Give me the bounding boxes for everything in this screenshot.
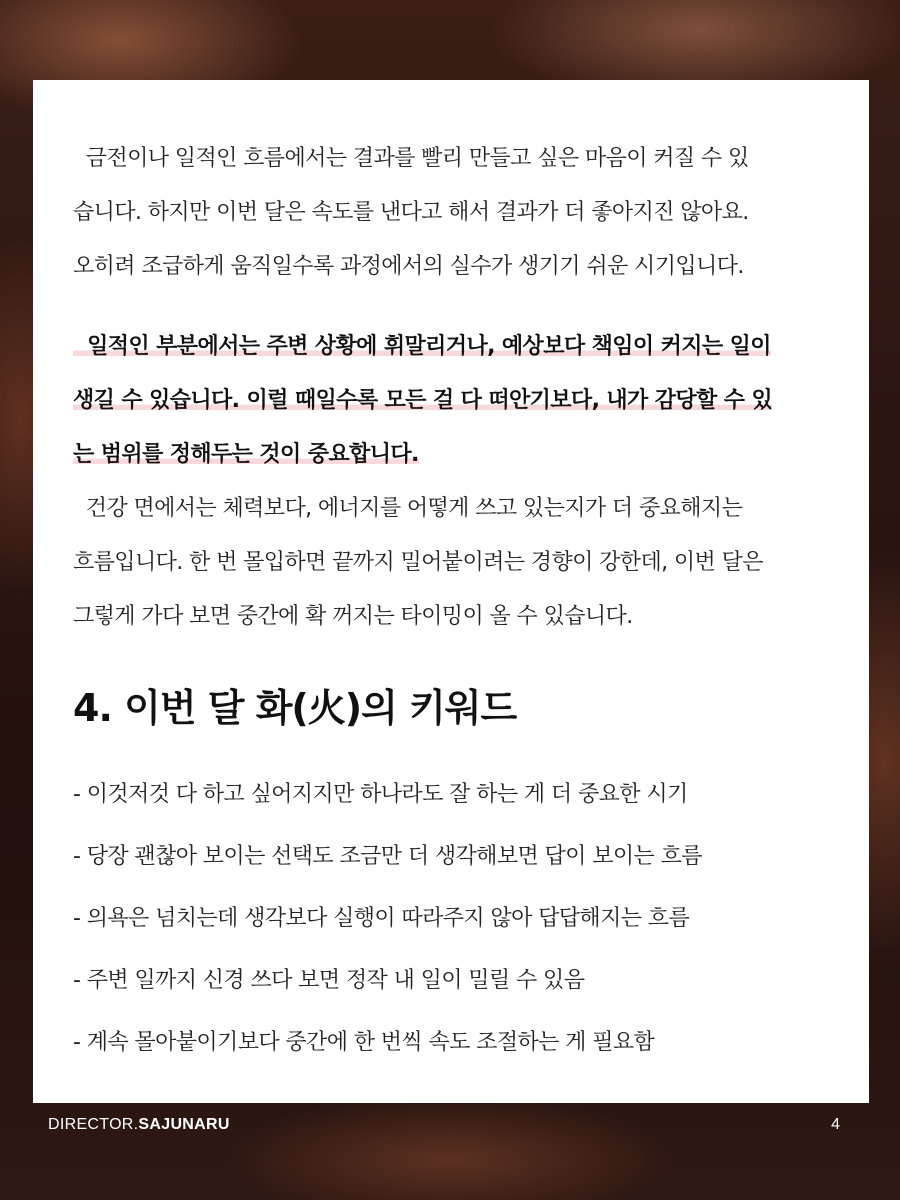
page-card bbox=[33, 80, 869, 1103]
brand-name: SAJUNARU bbox=[138, 1116, 230, 1133]
text-line: 흐름입니다. 한 번 몰입하면 끝까지 밀어붙이려는 경향이 강한데, 이번 달은 bbox=[73, 550, 763, 575]
footer-brand bbox=[48, 1116, 230, 1134]
highlight-line: 는 범위를 정해두는 것이 중요합니다. bbox=[73, 442, 419, 467]
text-line: 그렇게 가다 보면 중간에 확 꺼지는 타이밍이 올 수 있습니다. bbox=[73, 604, 633, 629]
text-line: 금전이나 일적인 흐름에서는 결과를 빨리 만들고 싶은 마음이 커질 수 있 bbox=[73, 146, 749, 171]
highlight-line: 생길 수 있습니다. 이럴 때일수록 모든 걸 다 떠안기보다, 내가 감당할 수 있 bbox=[73, 388, 773, 413]
keyword-list bbox=[73, 764, 825, 1074]
keyword-item: - 이것저것 다 하고 싶어지지만 하나라도 잘 하는 게 더 중요한 시기 bbox=[73, 782, 688, 807]
paragraph-health bbox=[73, 482, 825, 644]
keyword-item: - 의욕은 넘치는데 생각보다 실행이 따라주지 않아 답답해지는 흐름 bbox=[73, 906, 690, 931]
keyword-item: - 계속 몰아붙이기보다 중간에 한 번씩 속도 조절하는 게 필요함 bbox=[73, 1030, 655, 1055]
text-line: 습니다. 하지만 이번 달은 속도를 낸다고 해서 결과가 더 좋아지진 않아요. bbox=[73, 200, 749, 225]
section-title: 4. 이번 달 화(火)의 키워드 bbox=[73, 686, 517, 730]
keyword-item: - 주변 일까지 신경 쓰다 보면 정작 내 일이 밀릴 수 있음 bbox=[73, 968, 585, 993]
text-line: 건강 면에서는 체력보다, 에너지를 어떻게 쓰고 있는지가 더 중요해지는 bbox=[73, 496, 743, 521]
brand-prefix: DIRECTOR. bbox=[48, 1116, 139, 1133]
highlight-line: 일적인 부분에서는 주변 상황에 휘말리거나, 예상보다 책임이 커지는 일이 bbox=[73, 334, 771, 359]
page-number: 4 bbox=[831, 1116, 840, 1133]
paragraph-money-work bbox=[73, 132, 825, 294]
paragraph-gap bbox=[73, 294, 825, 320]
text-line: 오히려 조급하게 움직일수록 과정에서의 실수가 생기기 쉬운 시기입니다. bbox=[73, 254, 744, 279]
keyword-item: - 당장 괜찮아 보이는 선택도 조금만 더 생각해보면 답이 보이는 흐름 bbox=[73, 844, 702, 869]
highlighted-paragraph bbox=[73, 320, 825, 482]
